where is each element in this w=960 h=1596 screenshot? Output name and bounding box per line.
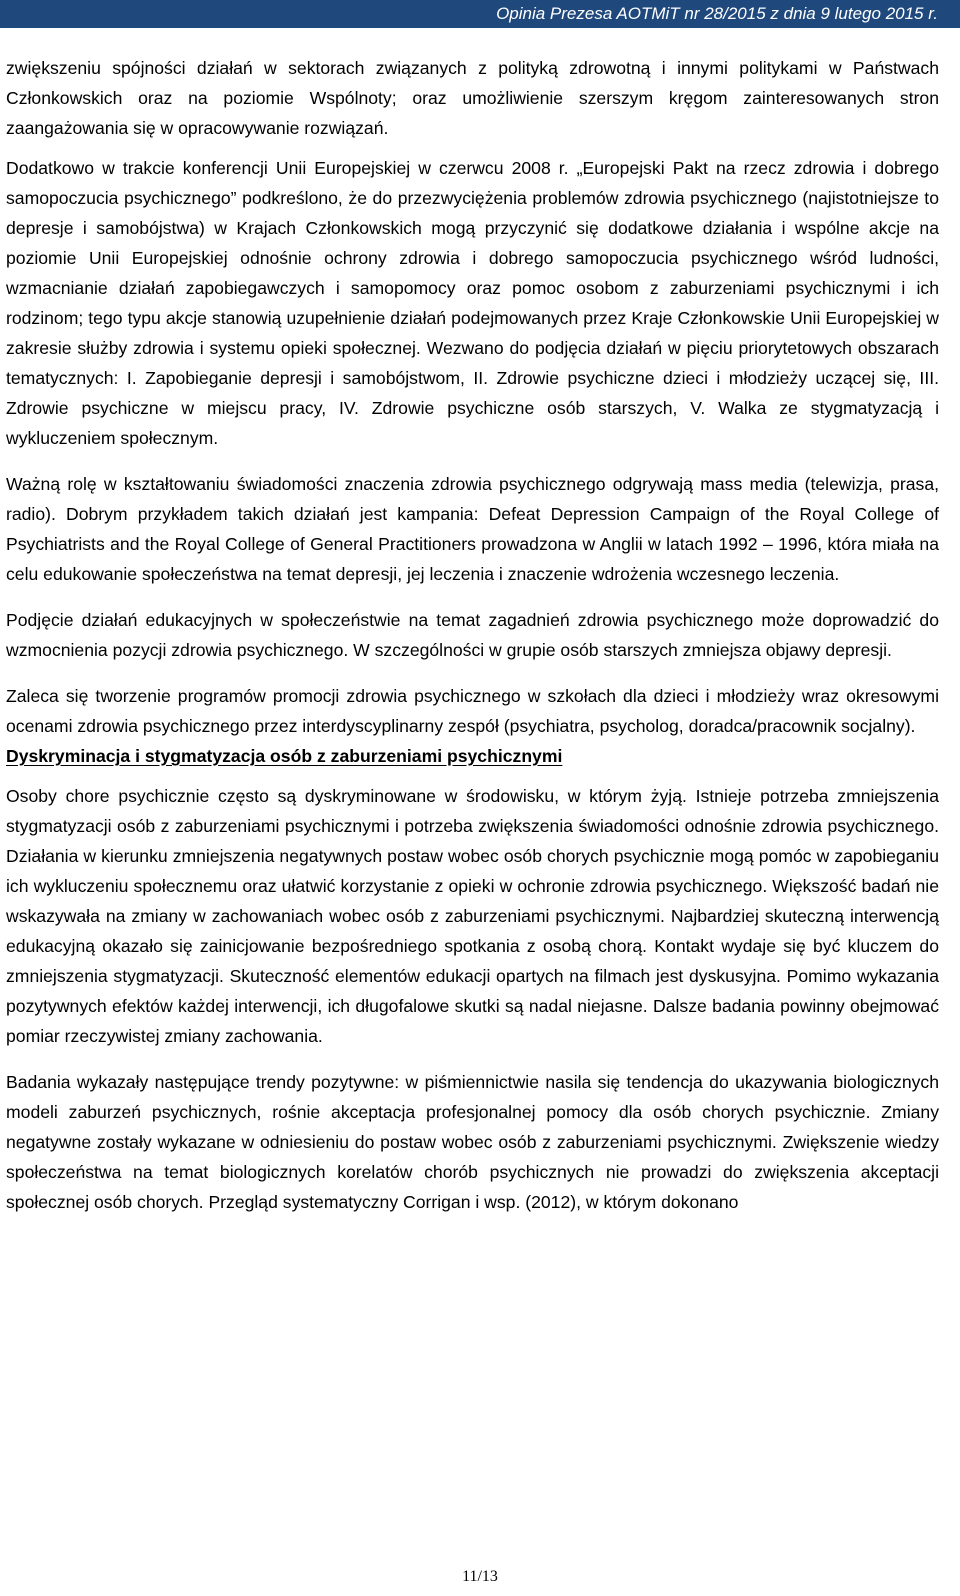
- paragraph: zwiększeniu spójności działań w sektorach związanych z polityką zdrowotną i innymi politykami w Państwach Członkowskich oraz na poziomie Wspólnoty; oraz umożliwienie szerszym kręgom zainteresowanych stron zaangażowania się w opracowywanie rozwiązań.: [6, 58, 939, 138]
- paragraph: Badania wykazały następujące trendy pozytywne: w piśmiennictwie nasila się tendencja do ukazywania biologicznych modeli zaburzeń psychicznych, rośnie akceptacja profesjonalnej pomocy dla osób chorych psychicznie. Zmiany negatywne zostały wykazane w odniesieniu do postaw wobec osób z zaburzeniami psychicznymi. Zwiększenie wiedzy społeczeństwa na temat biologicznych korelatów chorób psychicznych nie prowadzi do zwiększenia akceptacji społecznej osób chorych. Przegląd systematyczny Corrigan i wsp. (2012), w którym dokonano: [6, 1072, 939, 1212]
- section-heading: Dyskryminacja i stygmatyzacja osób z zaburzeniami psychicznymi: [6, 746, 563, 766]
- paragraph: Ważną rolę w kształtowaniu świadomości znaczenia zdrowia psychicznego odgrywają mass media (telewizja, prasa, radio). Dobrym przykładem takich działań jest kampania: Defeat Depression Campaign of the Royal College of Psychiatrists and the Royal College of General Practitioners prowadzona w Anglii w latach 1992 – 1996, która miała na celu edukowanie społeczeństwa na temat depresji, jej leczenia i znaczenie wdrożenia wczesnego leczenia.: [6, 474, 939, 584]
- document-header-title: Opinia Prezesa AOTMiT nr 28/2015 z dnia 9 lutego 2015 r.: [496, 4, 938, 23]
- document-body: [6, 53, 939, 1217]
- paragraph: Osoby chore psychicznie często są dyskryminowane w środowisku, w którym żyją. Istnieje potrzeba zmniejszenia stygmatyzacji osób z zaburzeniami psychicznymi i potrzeba zwiększenia świadomości odnośnie zdrowia psychicznego. Działania w kierunku zmniejszenia negatywnych postaw wobec osób chorych psychicznie mogą pomóc w zapobieganiu ich wykluczeniu społecznemu oraz ułatwić korzystanie z opieki w ochronie zdrowia psychicznego. Większość badań nie wskazywała na zmiany w zachowaniach wobec osób z zaburzeniami psychicznymi. Najbardziej skuteczną interwencją edukacyjną okazało się zainicjowanie bezpośredniego spotkania z osobą chorą. Kontakt wydaje się być kluczem do zmniejszenia stygmatyzacji. Skuteczność elementów edukacji opartych na filmach jest dyskusyjna. Pomimo wykazania pozytywnych efektów każdej interwencji, ich długofalowe skutki są nadal niejasne. Dalsze badania powinny obejmować pomiar rzeczywistej zmiany zachowania.: [6, 786, 939, 1046]
- paragraph: Zaleca się tworzenie programów promocji zdrowia psychicznego w szkołach dla dzieci i młodzieży wraz okresowymi ocenami zdrowia psychicznego przez interdyscyplinarny zespół (psychiatra, psycholog, doradca/pracownik socjalny).: [6, 686, 939, 736]
- paragraph: Podjęcie działań edukacyjnych w społeczeństwie na temat zagadnień zdrowia psychicznego może doprowadzić do wzmocnienia pozycji zdrowia psychicznego. W szczególności w grupie osób starszych zmniejsza objawy depresji.: [6, 610, 939, 660]
- paragraph: Dodatkowo w trakcie konferencji Unii Europejskiej w czerwcu 2008 r. „Europejski Pakt na rzecz zdrowia i dobrego samopoczucia psychicznego” podkreślono, że do przezwyciężenia problemów zdrowia psychicznego (najistotniejsze to depresje i samobójstwa) w Krajach Członkowskich mogą przyczynić się dodatkowe działania i wspólne akcje na poziomie Unii Europejskiej odnośnie ochrony zdrowia i dobrego samopoczucia psychicznego wśród ludności, wzmacnianie działań zapobiegawczych i samopomocy oraz pomoc osobom z zaburzeniami psychicznymi i ich rodzinom; tego typu akcje stanowią uzupełnienie działań podejmowanych przez Kraje Członkowskie Unii Europejskiej w zakresie służby zdrowia i systemu opieki społecznej. Wezwano do podjęcia działań w pięciu priorytetowych obszarach tematycznych: I. Zapobieganie depresji i samobójstwom, II. Zdrowie psychiczne dzieci i młodzieży uczącej się, III. Zdrowie psychiczne w miejscu pracy, IV. Zdrowie psychiczne osób starszych, V. Walka ze stygmatyzacją i wykluczeniem społecznym.: [6, 158, 939, 448]
- page-number: 11/13: [462, 1568, 498, 1585]
- document-header-bar: [0, 0, 960, 28]
